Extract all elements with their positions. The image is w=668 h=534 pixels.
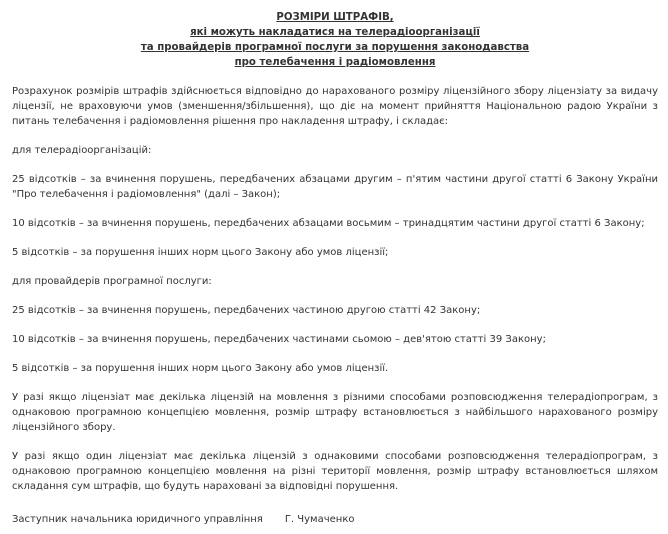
rule-paragraph: У разі якщо один ліцензіат має декілька ліцензій з однаковими способами розповсюдження телерадіопрограм, з однаковою програмною концепцією мовлення на різні території мовлення, розмір штрафу встановлюється шляхом складання сум штрафів, що будуть нараховані за відповідні порушення. — [12, 451, 658, 492]
section-heading-providers: для провайдерів програмної послуги: — [12, 276, 212, 287]
title-line: які можуть накладатися на телерадіоорганізації — [190, 27, 480, 38]
intro-paragraph: Розрахунок розмірів штрафів здійснюється відповідно до нарахованого розміру ліцензійного збору ліцензіату за видачу ліцензії, не враховуючи умов (зменшення/збільшення), що діє на момент прийняття Національною радою України з питань телебачення і радіомовлення рішення про накладення штрафу, і складає: — [12, 86, 658, 127]
signature-name: Г. Чумаченко — [284, 514, 355, 525]
rule-paragraph: У разі якщо ліцензіат має декілька ліцензій на мовлення з різними способами розповсюдження телерадіопрограм, з однаковою програмною концепцією мовлення, розмір штрафу встановлюється з найбільшого нарахованого розміру ліцензійного збору. — [12, 392, 658, 433]
list-item: 5 відсотків – за порушення інших норм цього Закону або умов ліцензії; — [12, 247, 389, 258]
section-heading-broadcasters: для телерадіоорганізацій: — [12, 145, 152, 156]
list-item: 25 відсотків – за вчинення порушень, передбачених частиною другою статті 42 Закону; — [12, 305, 481, 316]
signature-block — [12, 512, 658, 527]
signature-position: Заступник начальника юридичного управління — [12, 514, 263, 525]
document — [12, 10, 658, 527]
title-line: та провайдерів програмної послуги за порушення законодавства — [140, 42, 530, 53]
title-line: про телебачення і радіомовлення — [234, 57, 436, 68]
list-item: 25 відсотків – за вчинення порушень, передбачених абзацами другим – п'ятим частини другої статті 6 Закону України "Про телебачення і радіомовлення" (далі – Закон); — [12, 174, 658, 200]
document-title — [12, 10, 658, 70]
list-item: 10 відсотків – за вчинення порушень, передбачених частинами сьомою – дев'ятою статті 39 Закону; — [12, 334, 546, 345]
title-line: РОЗМІРИ ШТРАФІВ, — [276, 12, 394, 23]
list-item: 10 відсотків – за вчинення порушень, передбачених абзацами восьмим – тринадцятим частини другої статті 6 Закону; — [12, 218, 645, 229]
list-item: 5 відсотків – за порушення інших норм цього Закону або умов ліцензії. — [12, 363, 389, 374]
